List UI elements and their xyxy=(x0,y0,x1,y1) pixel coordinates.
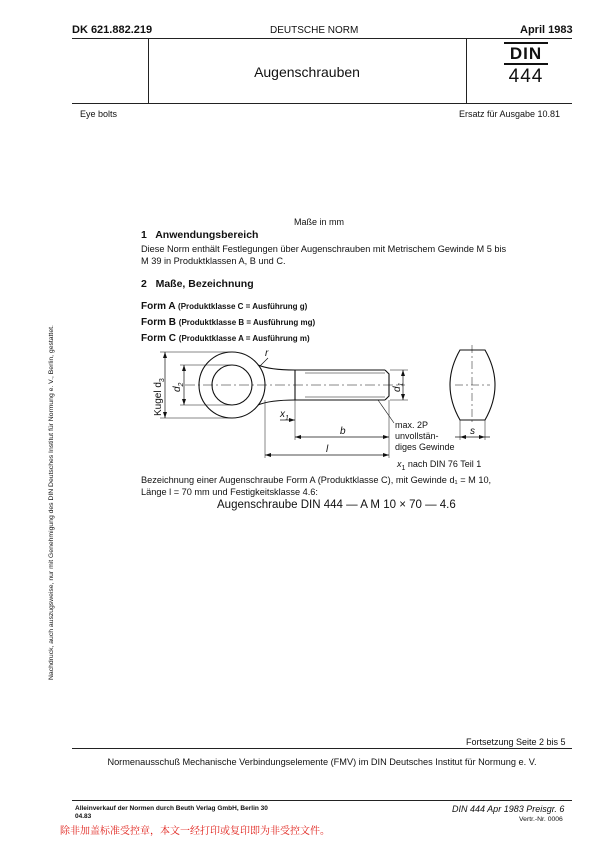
footer-vertr-nr: Vertr.-Nr. 0006 xyxy=(519,816,563,823)
continuation-note: Fortsetzung Seite 2 bis 5 xyxy=(466,737,566,747)
committee-rule xyxy=(72,748,572,749)
document-title: Augenschrauben xyxy=(254,64,360,80)
designation-text-line1: Bezeichnung einer Augenschraube Form A (Produktklasse C), mit Gewinde d₁ = M 10, xyxy=(141,475,492,485)
dk-number: DK 621.882.219 xyxy=(72,24,153,36)
label-x1-text: x xyxy=(280,409,285,420)
d2-arrow-top xyxy=(182,365,186,371)
designation-text-line2: Länge l = 70 mm und Festigkeitsklasse 4.6: xyxy=(141,487,318,497)
label-r: r xyxy=(265,348,269,359)
b-arrow-left xyxy=(295,435,301,439)
label-l: l xyxy=(326,444,329,455)
label-kugel-sub: 3 xyxy=(159,378,166,383)
label-d2 xyxy=(172,382,185,392)
label-max-2p: max. 2P xyxy=(395,420,429,430)
footer-rule xyxy=(72,800,572,801)
footer-edition: 04.83 xyxy=(75,813,92,820)
max-2p-leader xyxy=(378,400,394,423)
form-b-name: Form B xyxy=(141,317,176,328)
eye-bolt-drawing xyxy=(140,340,520,470)
form-b-desc: (Produktklasse B = Ausführung mg) xyxy=(178,318,316,327)
form-a-desc: (Produktklasse C = Ausführung g) xyxy=(178,302,308,311)
d1-arrow-top xyxy=(401,370,405,376)
title-box-divider-right xyxy=(466,38,467,104)
label-d2-text: d xyxy=(172,386,183,392)
label-kugel-text: Kugel d xyxy=(153,382,164,416)
section-2-heading: 2 Maße, Bezeichnung xyxy=(141,278,254,290)
form-b-line xyxy=(141,317,315,328)
neck-upper xyxy=(258,365,295,370)
x1-arrow xyxy=(289,418,295,422)
issue-date: April 1983 xyxy=(520,24,573,36)
label-d2-sub: 2 xyxy=(178,382,185,387)
title-box-top xyxy=(72,38,572,39)
label-unvollstaendiges-2: diges Gewinde xyxy=(395,442,455,452)
s-arrow-right xyxy=(479,435,485,439)
replacement-note: Ersatz für Ausgabe 10.81 xyxy=(459,109,561,119)
form-a-line xyxy=(141,301,307,312)
din-logo xyxy=(493,42,559,89)
d1-arrow-bottom xyxy=(401,394,405,400)
title-box-bottom xyxy=(72,103,572,104)
label-d1-text: d xyxy=(392,386,403,392)
x1-note-text: nach DIN 76 Teil 1 xyxy=(405,459,482,469)
l-arrow-right xyxy=(383,453,389,457)
deutsche-norm-label: DEUTSCHE NORM xyxy=(270,25,359,36)
s-arrow-left xyxy=(460,435,466,439)
x1-note-sub: 1 xyxy=(401,464,406,472)
x1-note xyxy=(397,459,481,472)
units-note: Maße in mm xyxy=(294,217,345,227)
label-x1-sub: 1 xyxy=(285,415,289,422)
form-c-name: Form C xyxy=(141,333,176,344)
committee-line: Normenausschuß Mechanische Verbindungselemente (FMV) im DIN Deutsches Institut für Normung e. V. xyxy=(107,757,537,767)
section-1-text-line1: Diese Norm enthält Festlegungen über Augenschrauben mit Metrischem Gewinde M 5 bis xyxy=(141,244,507,254)
label-b: b xyxy=(340,426,346,437)
form-a-name: Form A xyxy=(141,301,176,312)
l-arrow-left xyxy=(265,453,271,457)
form-c-desc: (Produktklasse A = Ausführung m) xyxy=(178,334,310,343)
label-unvollstaendiges-1: unvollstän- xyxy=(395,431,439,441)
reprint-notice: Nachdruck, auch auszugsweise, nur mit Genehmigung des DIN Deutsches Institut für Normung e. V., Berlin, gestattet. xyxy=(48,325,55,680)
english-title: Eye bolts xyxy=(80,109,118,119)
radius-leader xyxy=(260,358,268,366)
neck-lower xyxy=(258,400,295,405)
din-number: 444 xyxy=(508,66,544,87)
din-label: DIN xyxy=(504,42,548,65)
label-s: s xyxy=(470,426,475,437)
control-stamp-note: 除非加盖标准受控章，本文一经打印或复印即为非受控文件。 xyxy=(60,826,330,837)
footer-din-price: DIN 444 Apr 1983 Preisgr. 6 xyxy=(452,804,565,814)
footer-publisher: Alleinverkauf der Normen durch Beuth Verlag GmbH, Berlin 30 xyxy=(75,805,268,812)
x1-note-symbol: x xyxy=(397,459,402,469)
section-1-heading: 1 Anwendungsbereich xyxy=(141,229,259,241)
designation-example: Augenschraube DIN 444 — A M 10 × 70 — 4.6 xyxy=(217,499,456,511)
section-1-text-line2: M 39 in Produktklassen A, B und C. xyxy=(141,256,286,266)
label-kugel xyxy=(153,378,166,416)
kugel-arrow-top xyxy=(163,352,167,358)
b-arrow-right xyxy=(383,435,389,439)
d2-arrow-bottom xyxy=(182,399,186,405)
label-d1-sub: 1 xyxy=(398,382,405,387)
